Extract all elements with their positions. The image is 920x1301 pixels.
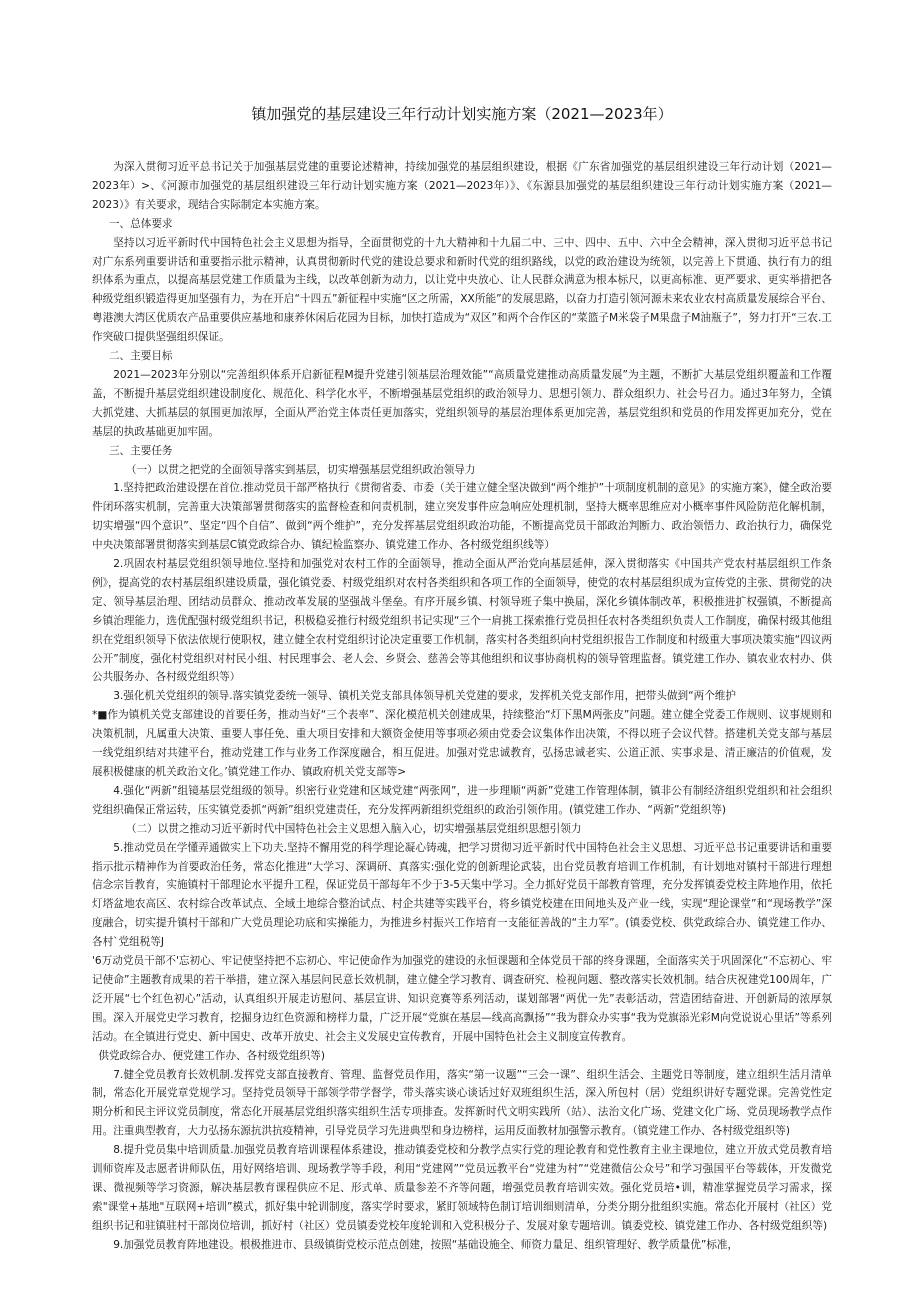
paragraph: 4.强化“两新”组镜基层党组级的领导。织密行业党建和区域党建“两张网”，进一步理顺“两新”党建工作管理体制，镇非公有制经济组织党组织和社会组织党组织确保正常运转，压实镇党委抓“两新”组织党建责任，充分发挥两新组织党组织的政治引领作用。(镇党建工作办、“两新”党组织等)	[92, 784, 832, 816]
subsection-heading: （二）以贯之推动习近平新时代中国特色社会主义思想入脑入心，切实增强基层党组织思想引领力	[125, 822, 582, 835]
paragraph: 5.推动党员在学懂弄通做实上下功夫.坚持不懈用党的科学理论凝心铸魂，把学习贯彻习近平新时代中国特色社会主义思想、习近平总书记重要讲话和重要指示批示精神作为首要政治任务，常态化推进“大学习、深调研、真落实:强化党的创新理论武装，出台党员教育培训工作机制，有计划地对镇村干部进行理想信念宗旨教育，实施镇村干部理论水平提升工程，保证党员干部每年不少于3-5天集中学习。全力抓好党员干部教育管理，充分发挥镇委党校主阵地作用，依托灯塔盆地农高区、农村综合改革试点、全域土地综合整治试点、村企共建等实践平台，将乡镇党校建在田间地头及产业一线，实现“理论课堂”和“现场教学”深度融合，切实提升镇村干部和广大党员理论功底和实操能力，为推进乡村振兴工作培育一支能征善战的“主力军”。(镇委党校、供党政综合办、镇党建工作办、各村`党组税等J	[92, 841, 832, 949]
paragraph: 为深入贯彻习近平总书记关于加强基层党建的重要论述精神，持续加强党的基层组织建设，根据《广东省加强党的基层组织建设三年行动计划（2021—2023年）>、《河源市加强党的基层组织建设三年行动计划实施方案（2021—2023年）》、《东源县加强党的基层组织建设三年行动计划实施方案（2021—2023）》有关要求，现结合实际制定本实施方案。	[92, 161, 832, 211]
paragraph: 供党政综合办、便党建工作办、各村级党组织等)	[98, 1049, 325, 1062]
section-heading: 一、总体要求	[108, 217, 173, 230]
document-body	[92, 158, 832, 1255]
subsection-heading: （一）以贯之把党的全面领导落实到基层，切实增强基层党组织政治领导力	[125, 463, 476, 476]
paragraph: 2.巩固农村基层党组织领导地位.坚持和加强党对农村工作的全面领导，推动全面从严治党向基层延伸，深入贯彻落实《中国共产党农村基层组织工作条例》，提高党的农村基层组织建设质量，强化镇党委、村级党组织对农村各类组织和各项工作的全面领导，使党的农村基层组织成为宣传党的主张、贯彻党的决定、领导基层治理、团结动员群众、推动改革发展的坚强战斗堡垒。有序开展乡镇、村领导班子集中换届，深化乡镇体制改革，积极推进扩权强镇，不断提高乡镇治理能力，选优配强村级党组织书记，积极稳妥推行村级党组织书记实现“三个一肩挑工探索推行党员担任农村各类组织负责人工作制度，确保村级其他组织在党组织领导下依法依规行使职权，建立健全农村党组织讨论决定重要工作机制，落实村各类组织向村党组织报告工作制度和村级重大事项决策实施“四议两公开”制度，强化村党组织对村民小组、村民理事会、老人会、乡贤会、慈善会等其他组织和议事协商机构的领导管理监督。镇党建工作办、镇农业农村办、供公共服务办、各村级党组织等）	[92, 558, 832, 684]
document-title: 镇加强党的基层建设三年行动计划实施方案（2021—2023年）	[251, 105, 673, 123]
paragraph: 9.加强党员教育阵地建设。根极推进市、县级镇街党校示范点创建，按照“基础设施全、师资力量足、组织管理好、教学质量优”标准，	[113, 1238, 739, 1251]
paragraph: '6万动党员干部不'忘初心、牢记使坚持把不忘初心、牢记使命作为加强党的建设的永恒课题和全体党员干部的终身课题，全面落实关于巩固深化“不忘初心、牢记使命”主题教育成果的若干举措，建立深入基层问民意长效机制，建立健全学习教育、调查研究、检视问题、整改落实长效机制。结合庆祝建党100周年，广泛开展“七个红色初心”活动，认真组织开展走访慰问、基层宣讲、知识竞赛等系列活动，谋划部署“两优一先”表彰活动，营造团结奋进、开创新局的浓厚氛围。深入开展党史学习教育，挖掘身边红色资源和榜样力量，广泛开展“党旗在基层—线高高飘扬”“我为群众办实事“我为党旗添光彩M向党说说心里话”等系列活动。在全镇进行党史、新中国史、改革开放史、社会主义发展史宣传教育，开展中国特色社会主义制度宣传教育。	[92, 955, 832, 1043]
paragraph: 坚持以习近平新时代中国特色社会主义思想为指导，全面贯彻党的十九大精神和十九届二中、三中、四中、五中、六中全会精神，深入贯彻习近平总书记对广东系列重要讲话和重要指示批示精神，认真贯彻新时代党的建设总要求和新时代党的组织路线，以党的政治建设为统领，以完善上下贯通、执行有力的组织体系为重点，以提高基层党建工作质量为主线，以改革创新为动力，以让党中央放心、让人民群众满意为根本标尺，以更高标准、更严要求、更实举措把各种级党组织锻造得更加坚强有力，为在开启“十四五”新征程中实施“区之所需，XX所能”的发展思路，以奋力打造引领河源未来农业农村高质量发展综合平台、粤港澳大湾区优质农产品重要供应基地和康养休闲后花园为目标，加快打造成为“双区”和两个合作区的“菜篮子M米袋子M果盘子M油瓶子”，努力打开“三农.工作突破口提供坚强组织保证。	[92, 236, 832, 344]
section-heading: 二、主要目标	[108, 350, 173, 363]
paragraph: 3.强化机关党组织的领导.落实镇党委统一领导、镇机关党支部具体领导机关党建的要求，发挥机关党支部作用，把带头做到“两个维护	[113, 690, 736, 703]
paragraph: 7.健全党员教育长效机制.发挥党支部直接教育、管理、监督党员作用，落实“第一议题”“三会一课”、组织生活会、主题党日等制度，建立组织生活月清单制，常态化开展党章党规学习。坚持党员领导干部领学带学督学，带头落实谈心谈话过好双班组织生活，深入所包村（居）党组织讲好专题党课。完善党性定期分析和民主评议党员制度，常态化开展基层党组织落实组织生活专项排查。发挥新时代文明实践所（站）、法治文化广场、党建文化广场、党员现场教学点作用。注重典型教育，大力弘扬东源抗洪抗疫精神，引导党员学习先进典型和身边榜样，运用反面教材加强警示教育。（镇党建工作办、各村级党组织等)	[92, 1068, 832, 1138]
paragraph: 8.提升党员集中培训质量.加强党员教育培训课程体系建设，推动镇委党校和分教学点实行党的理论教育和党性教育主业主课地位，建立开放式党员教育培训师资库及志愿者讲师队伍，用好网络培训、现场教学等手段，利用“党建网”“党员远教平台“党建为村”“党建微信公众号”和学习强国平台等载体，开发微党课、微视频等学习资源，解决基层教育课程供应不足、形式单、质量参差不齐等问题，增强党员教育培训实效。强化党员培•训，精准掌握党员学习需求，探索"课堂+基地"互联网+培训”模式，抓好集中轮训制度，落实学时要求，紧盯领域特色制订培训细则清单，分类分期分批组织实施。常态化开展村（社区）党组织书记和驻镇驻村干部岗位培训，抓好村（社区）党员镇委党校年度轮训和入党积极分子、发展对象专题培训。镇委党校、镇党建工作办、各村级党组织等)	[92, 1144, 832, 1232]
paragraph: *■作为镇机关党支部建设的首要任务，推动当好“三个表率”、深化模范机关创建成果，持续整治“灯下黑M两张皮”问题。建立健全党委工作规则、议事规则和决策机制，凡属重大决策、重要人事任免、重大项目安排和大额资金使用等事项必须由党委会议集体作出决策，不得以班子会议代替。搭建机关党支部与基层一线党组织结对共建平台，推动党建工作与业务工作深度融合，相互促进。加强对党忠诚教育，弘扬忠诚老实、公道正派、实事求是、清正廉洁的价值观，发展积极健康的机关政治文化。’镇党建工作办、镇政府机关党支部等>	[92, 709, 832, 778]
paragraph: 2021—2023年分别以“完善组织体系开启新征程M提升党建引领基层治理效能”“高质量党建推动高质量发展”为主题，不断扩大基层党组织覆盖和工作覆盖，不断提升基层党组织建设制度化、规范化、科学化水平，不断增强基层党组织的政治领导力、思想引领力、群众组织力、社会号召力。通过3年努力，全镇大抓党建、大抓基层的氛围更加浓厚，全面从严治党主体责任更加落实，党组织领导的基层治理体系更加完善，基层党组织和党员的作用发挥更加充分，党在基层的执政基础更加牢固。	[92, 368, 832, 438]
paragraph: 1.坚持把政治建设摆在首位.推动党员干部严格执行《贯彻省委、市委（关于建立健全坚决做到“两个维护”十项制度机制的意见》的实施方案》，健全政治要件闭环落实机制，完善重大决策部署贯彻落实的监督检查和问责机制，建立突发事件应急响应处理机制，坚持大概率思维应对小概率事件风险防范化解机制，切实增强“四个意识”、坚定“四个自信”、做到“两个维护”，充分发挥基层党组织政治功能，不断提高党员干部政治判断力、政治领悟力、政治执行力，确保党中央决策部署贯彻落实到基层C镇党政综合办、镇纪检监察办、镇党建工作办、各村级党组织线等）	[92, 482, 832, 552]
section-heading: 三、主要任务	[108, 444, 173, 457]
